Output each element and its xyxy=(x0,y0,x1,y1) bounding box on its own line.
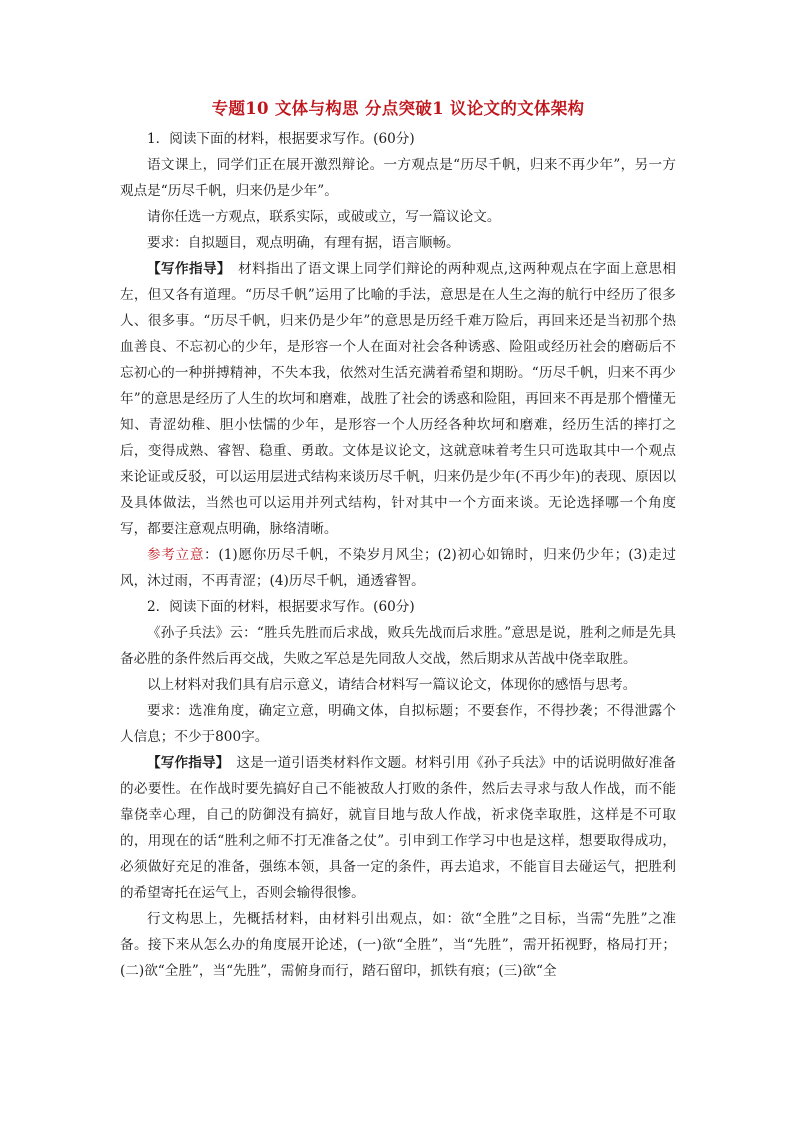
q1-requirement: 要求：自拟题目，观点明确，有理有据，语言顺畅。 xyxy=(147,235,460,251)
q1-reference-ideas xyxy=(120,542,676,594)
q2-writing-guide xyxy=(120,750,676,906)
q1-ref-label: 参考立意 xyxy=(147,547,205,563)
q2-material: 《孙子兵法》云：“胜兵先胜而后求战，败兵先战而后求胜。”意思是说，胜利之师是先具备必胜的条件然后再交战，失败之军总是先同敌人交战，然后期求从苦战中侥幸取胜。 xyxy=(120,625,676,667)
q1-ref-text: ：(1)愿你历尽千帆，不染岁月风尘；(2)初心如锦时，归来仍少年；(3)走过风，沐过雨，不再青涩；(4)历尽千帆，通透睿智。 xyxy=(120,547,677,589)
q1-guide-text: 材料指出了语文课上同学们辩论的两种观点,这两种观点在字面上意思相左，但又各有道理。“历尽千帆”运用了比喻的手法，意思是在人生之海的航行中经历了很多人、很多事。“历尽千帆，归来仍是少年”的意思是历经千难万险后，再回来还是当初那个热血善良、不忘初心的少年，是形容一个人在面对社会各种诱惑、险阻或经历社会的磨砺后不忘初心的一种拼搏精神，不失本我，依然对生活充满着希望和期盼。“历尽千帆，归来不再少年”的意思是经历了人生的坎坷和磨难，战胜了社会的诱惑和险阻，再回来不再是那个懵懂无知、青涩幼稚、胆小怯懦的少年，是形容一个人历经各种坎坷和磨难，经历生活的摔打之后，变得成熟、睿智、稳重、勇敢。文体是议论文，这就意味着考生只可选取其中一个观点来论证或反驳，可以运用层进式结构来谈历尽千帆，归来仍是少年(不再少年)的表现、原因以及具体做法，当然也可以运用并列式结构，针对其中一个方面来谈。无论选择哪一个角度写，都要注意观点明确，脉络清晰。 xyxy=(120,261,676,537)
q1-guide-label: 【写作指导】 xyxy=(147,261,225,277)
q2-task: 以上材料对我们具有启示意义，请结合材料写一篇议论文，体现你的感悟与思考。 xyxy=(147,677,637,693)
q1-material: 语文课上，同学们正在展开激烈辩论。一方观点是“历尽千帆，归来不再少年”，另一方观点是“历尽千帆，归来仍是少年”。 xyxy=(120,157,676,199)
q1-prompt: 1．阅读下面的材料，根据要求写作。(60分) xyxy=(147,131,415,147)
document-page xyxy=(120,96,676,984)
q2-guide-text: 这是一道引语类材料作文题。材料引用《孙子兵法》中的话说明做好准备的必要性。在作战时要先搞好自己不能被敌人打败的条件，然后去寻求与敌人作战，而不能靠侥幸心理，自己的防御没有搞好，就盲目地与敌人作战，祈求侥幸取胜，这样是不可取的，用现在的话“胜利之师不打无准备之仗”。引申到工作学习中也是这样，想要取得成功，必须做好充足的准备，强练本领，具备一定的条件，再去追求，不能盲目去碰运气，把胜利的希望寄托在运气上，否则会输得很惨。 xyxy=(120,755,676,901)
q2-prompt: 2．阅读下面的材料，根据要求写作。(60分) xyxy=(147,599,415,615)
page-title: 专题10 文体与构思 分点突破1 议论文的文体架构 xyxy=(211,99,585,118)
q2-requirement: 要求：选准角度，确定立意，明确文体，自拟标题；不要套作，不得抄袭；不得泄露个人信息；不少于800字。 xyxy=(120,703,676,745)
q2-guide-label: 【写作指导】 xyxy=(147,755,223,771)
q1-writing-guide xyxy=(120,256,676,542)
q1-task: 请你任选一方观点，联系实际，或破或立，写一篇议论文。 xyxy=(147,209,501,225)
q2-structure-text: 行文构思上，先概括材料，由材料引出观点，如：欲“全胜”之目标，当需“先胜”之准备。接下来从怎么办的角度展开论述，(一)欲“全胜”，当“先胜”，需开拓视野，格局打开；(二)欲“全胜”，当“先胜”，需俯身而行，踏石留印，抓铁有痕；(三)欲“全 xyxy=(120,911,676,979)
